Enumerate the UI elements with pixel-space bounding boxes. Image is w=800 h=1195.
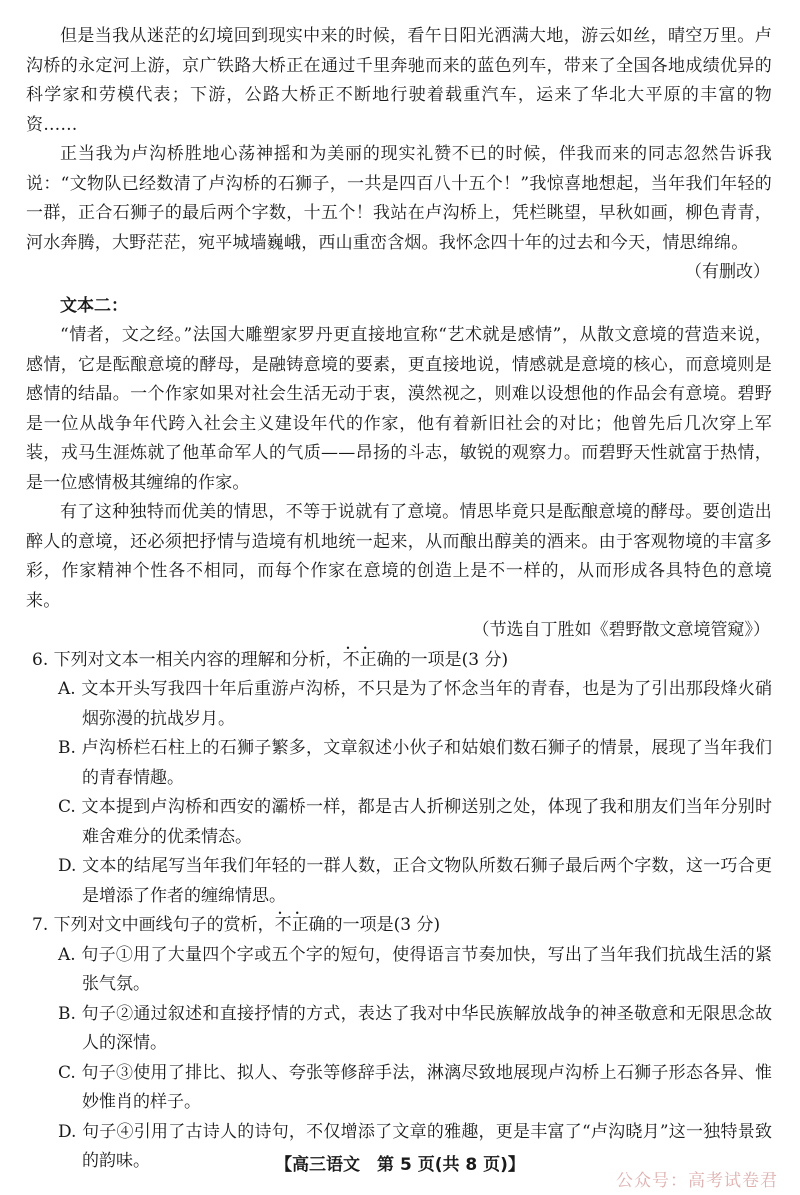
question-6-stem-emphasis: 不正确 • • [343,646,394,676]
question-6-option-d: D. 文本的结尾写当年我们年轻的一群人数，正合文物队所数石狮子最后两个字数，这一巧合更是增添了作者的缠绵情思。 [58,856,772,906]
question-7-option-d: D. 句子④引用了古诗人的诗句，不仅增添了文章的雅趣，更是丰富了“卢沟晓月”这一独特景致的韵味。 [58,1121,772,1171]
question-6-stem-before: 6. 下列对文本一相关内容的理解和分析， [32,649,343,670]
text1-source: （有删改） [685,262,770,282]
text1-paragraph-2: 正当我为卢沟桥胜地心荡神摇和为美丽的现实礼赞不已的时候，伴我而来的同志忽然告诉我说：“文物队已经数清了卢沟桥的石狮子，一共是四百八十五个！”我惊喜地想起，当年我们年轻的一群，正合石狮子的最后两个字数，十五个！我站在卢沟桥上，凭栏眺望，早秋如画，柳色青青，河水奔腾，大野茫茫，宛平城墙巍峨，西山重峦含烟。我怀念四十年的过去和今天，情思绵绵。 [26,144,772,253]
question-7-stem [26,911,772,941]
text2-source: （节选自丁胜如《碧野散文意境管窥》） [472,620,770,640]
question-7-stem-before: 7. 下列对文中画线句子的赏析， [32,915,275,935]
question-7-stem-after: 的一项是(3 分) [325,915,441,935]
question-7-option-b: B. 句子②通过叙述和直接抒情的方式，表达了我对中华民族解放战争的神圣敬意和无限思念故人的深情。 [58,1003,772,1053]
question-6-option-a: A. 文本开头写我四十年后重游卢沟桥，不只是为了怀念当年的青春，也是为了引出那段烽火硝烟弥漫的抗战岁月。 [58,679,772,729]
page-footer: 【高三语文 第 5 页(共 8 页)】 [275,1155,525,1175]
text2-paragraph-1: “情者，文之经。”法国大雕塑家罗丹更直接地宣称“艺术就是感情”，从散文意境的营造来说，感情，它是酝酿意境的酵母，是融铸意境的要素，更直接地说，情感就是意境的核心，而意境则是感情的结晶。一个作家如果对社会生活无动于衷，漠然视之，则难以设想他的作品会有意境。碧野是一位从战争年代跨入社会主义建设年代的作家，他有着新旧社会的对比；他曾先后几次穿上军装，戎马生涯炼就了他革命军人的气质——昂扬的斗志，敏锐的观察力。而碧野天性就富于热情，是一位感情极其缠绵的作家。 [26,325,772,493]
question-7-option-c: C. 句子③使用了排比、拟人、夸张等修辞手法，淋漓尽致地展现卢沟桥上石狮子形态各异、惟妙惟肖的样子。 [58,1062,772,1112]
watermark: 公众号：高考试卷君 [616,1171,778,1191]
text2-heading: 文本二： [60,295,128,316]
text1-paragraph-1: 但是当我从迷茫的幻境回到现实中来的时候，看午日阳光洒满大地，游云如丝，晴空万里。卢沟桥的永定河上游，京广铁路大桥正在通过千里奔驰而来的蓝色列车，带来了全国各地成绩优异的科学家和劳模代表；下游，公路大桥正不断地行驶着载重汽车，运来了华北大平原的丰富的物资…… [26,26,772,135]
question-6-option-c: C. 文本提到卢沟桥和西安的灞桥一样，都是古人折柳送别之处，体现了我和朋友们当年分别时难舍难分的优柔情态。 [58,797,772,847]
question-6-stem-after: 的一项是(3 分) [393,649,509,670]
question-6-option-b: B. 卢沟桥栏石柱上的石狮子繁多，文章叙述小伙子和姑娘们数石狮子的情景，展现了当年我们的青春情趣。 [58,738,772,788]
text2-paragraph-2: 有了这种独特而优美的情思，不等于说就有了意境。情思毕竟只是酝酿意境的酵母。要创造出醉人的意境，还必须把抒情与造境有机地统一起来，从而酿出醇美的酒来。由于客观物境的丰富多彩，作家精神个性各不相同，而每个作家在意境的创造上是不一样的，从而形成各具特色的意境来。 [26,502,772,611]
question-7-stem-emphasis: 不正确 • • [275,911,326,941]
question-7-option-a: A. 句子①用了大量四个字或五个字的短句，使得语言节奏加快，写出了当年我们抗战生活的紧张气氛。 [58,944,772,994]
question-6-stem [26,646,772,676]
